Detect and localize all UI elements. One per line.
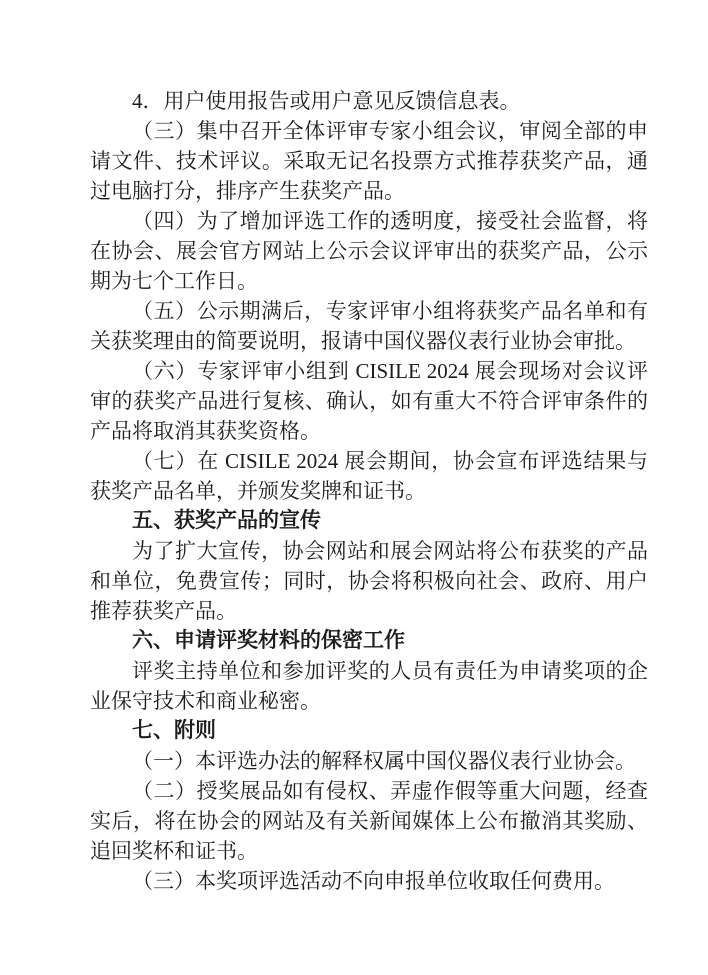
paragraph-clause-5: （五）公示期满后，专家评审小组将获奖产品名单和有关获奖理由的简要说明，报请中国仪器仪表行业协会审批。 [90, 299, 648, 353]
section-heading-6: 六、申请评奖材料的保密工作 [132, 629, 405, 652]
paragraph-section-6-body: 评奖主持单位和参加评奖的人员有责任为申请奖项的企业保守技术和商业秘密。 [90, 659, 648, 713]
section-heading-5: 五、获奖产品的宣传 [132, 509, 321, 532]
paragraph-section-5-body: 为了扩大宣传，协会网站和展会网站将公布获奖的产品和单位，免费宣传；同时，协会将积极向社会、政府、用户推荐获奖产品。 [90, 539, 648, 623]
paragraph-annex-clause-3: （三）本奖项评选活动不向申报单位收取任何费用。 [132, 869, 615, 893]
list-item-4: 4．用户使用报告或用户意见反馈信息表。 [132, 89, 521, 113]
document-text-block [90, 86, 648, 896]
paragraph-annex-clause-1: （一）本评选办法的解释权属中国仪器仪表行业协会。 [132, 749, 636, 773]
paragraph-clause-4: （四）为了增加评选工作的透明度，接受社会监督，将在协会、展会官方网站上公示会议评审出的获奖产品，公示期为七个工作日。 [90, 209, 648, 293]
paragraph-clause-3: （三）集中召开全体评审专家小组会议，审阅全部的申请文件、技术评议。采取无记名投票方式推荐获奖产品，通过电脑打分，排序产生获奖产品。 [90, 119, 648, 203]
paragraph-clause-7: （七）在 CISILE 2024 展会期间，协会宣布评选结果与获奖产品名单，并颁发奖牌和证书。 [90, 449, 648, 503]
paragraph-annex-clause-2: （二）授奖展品如有侵权、弄虚作假等重大问题，经查实后，将在协会的网站及有关新闻媒体上公布撤消其奖励、追回奖杯和证书。 [90, 779, 648, 863]
section-heading-7: 七、附则 [132, 719, 216, 742]
paragraph-clause-6: （六）专家评审小组到 CISILE 2024 展会现场对会议评审的获奖产品进行复核、确认，如有重大不符合评审条件的产品将取消其获奖资格。 [90, 359, 648, 443]
